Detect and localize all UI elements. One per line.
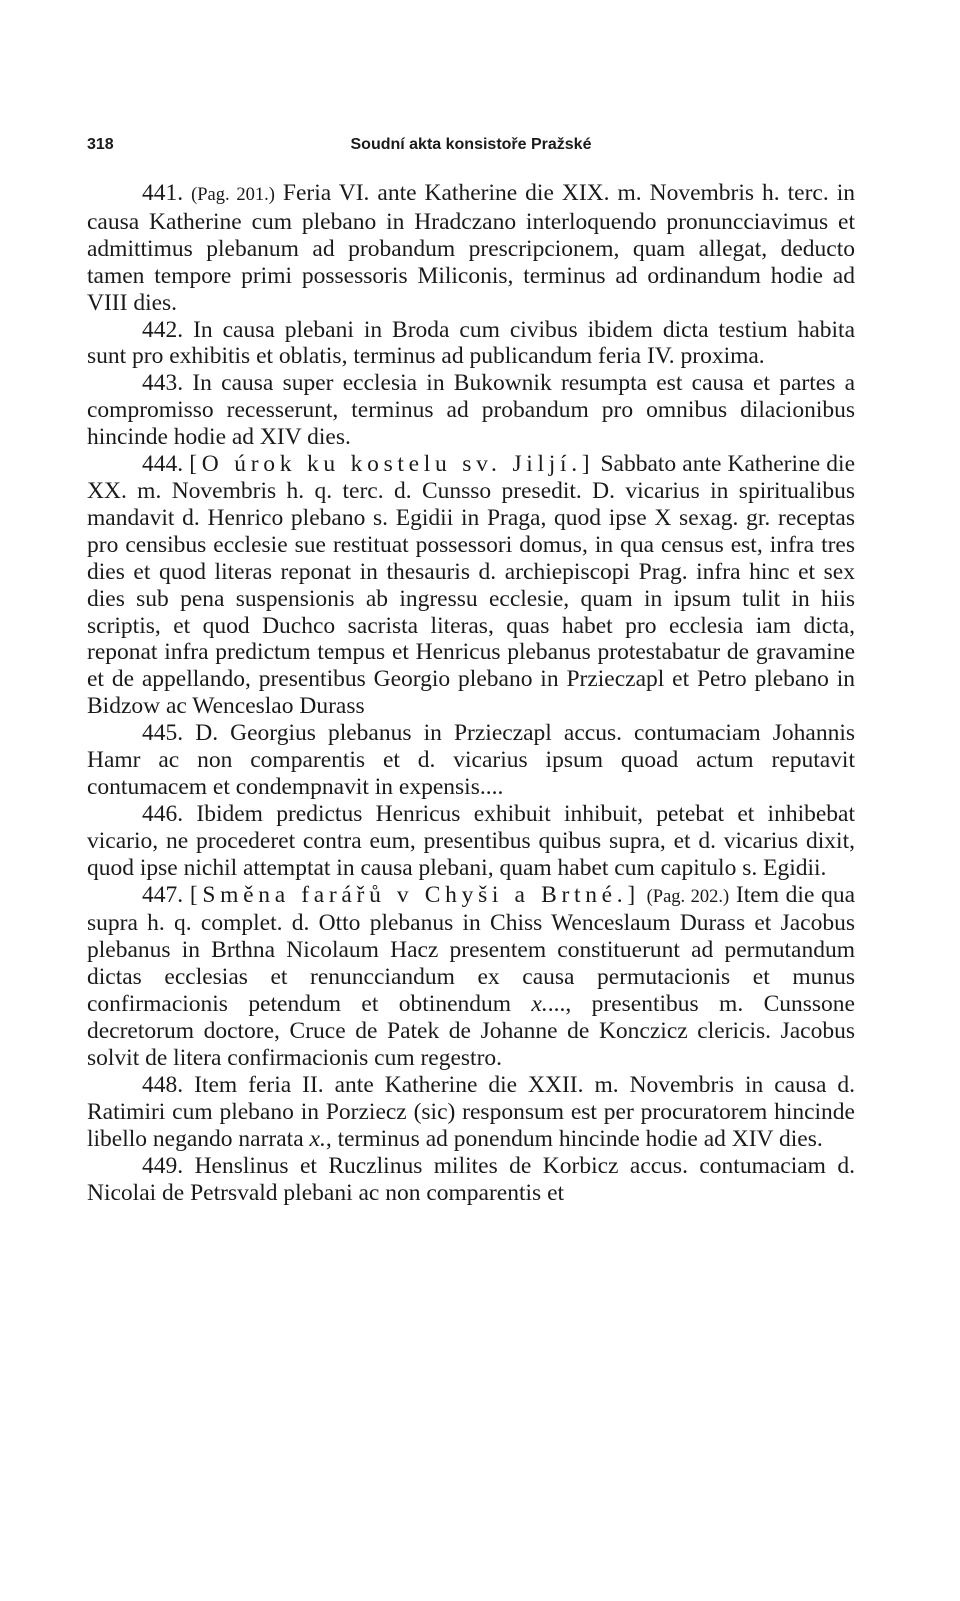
entry-448 [87,1072,855,1153]
entry-441 [87,180,855,317]
entry-number: 443. [142,370,184,397]
entry-text-continued: , terminus ad ponendum hincinde hodie ad XIV dies. [325,1125,823,1152]
abbreviation-mark: x. [309,1125,326,1152]
entry-text: In causa super ecclesia in Bukownik resumpta est causa et partes a compromisso recesserunt, terminus ad probandum pro omnibus dilacionibus hincinde hodie ad XIV dies. [87,370,856,451]
entry-text: Item feria II. ante Katherine die XXII. m. Novembris in causa d. Ratimiri cum plebano in Porziecz (sic) responsum est per procuratorem hincinde libello negando narrata [87,1071,855,1152]
entry-number: 448. [142,1071,184,1098]
page-reference: (Pag. 202.) [646,886,730,907]
entry-number: 442. [142,316,184,343]
entry-text: D. Georgius plebanus in Przieczapl accus. contumaciam Johannis Hamr ac non comparentis et d. vicarius ipsum quoad actum reputavit contumacem et condempnavit in expensis.... [87,720,855,800]
entry-number: 447. [142,881,184,908]
entry-444 [87,451,855,720]
entry-446 [87,801,855,882]
entry-number: 445. [142,720,184,747]
entry-heading: [Směna farářů v Chyši a Brtné.] [189,881,640,908]
entry-heading: [O úrok ku kostelu sv. Jiljí.] [189,451,595,478]
entry-443 [87,370,855,451]
page-reference: (Pag. 201.) [191,185,275,205]
entry-445 [87,720,855,801]
entry-number: 444. [142,451,184,478]
running-title: Soudní akta konsistoře Pražské [350,136,592,153]
entry-number: 446. [142,800,184,827]
entry-442 [87,317,855,371]
page-header [87,133,855,157]
entry-number: 441. [142,180,184,206]
entry-449 [87,1153,855,1207]
abbreviation-mark: x. [531,991,548,1018]
entry-447 [87,882,855,1072]
page-number: 318 [87,136,114,153]
entry-text: In causa plebani in Broda cum civibus ibidem dicta testium habita sunt pro exhibitis et oblatis, terminus ad publicandum feria IV. proxima. [87,316,856,370]
entry-text: Henslinus et Ruczlinus milites de Korbicz accus. contumaciam d. Nicolai de Petrsvald plebani ac non comparentis et [87,1152,856,1206]
entry-text: Feria VI. ante Katherine die XIX. m. Novembris h. terc. in causa Katherine cum plebano in Hradczano interloquendo pronuncciavimus et admittimus plebanum ad probandum prescripcionem, quam allegat, deducto tamen tempore primi possessoris Miliconis, terminus ad ordinandum hodie ad VIII dies. [87,180,855,316]
entry-text: Item die qua supra h. q. complet. d. Otto plebanus in Chiss Wenceslaum Durass et Jacobus plebanus in Brthna Nicolaum Hacz presentem constituerunt ad permutandum dictas ecclesias et renuncciandum ex causa permutacionis et munus confirmacionis petendum et obtinendum [87,881,856,1018]
entry-text-continued: ..., presentibus m. Cunssone decretorum doctore, Cruce de Patek de Johanne de Konczicz clericis. Jacobus solvit de litera confirmacionis cum regestro. [87,991,855,1071]
entry-number: 449. [142,1152,184,1179]
entry-text: Ibidem predictus Henricus exhibuit inhibuit, petebat et inhibebat vicario, ne procederet contra eum, presentibus quibus supra, et d. vicarius dixit, quod ipse nichil attemptat in causa plebani, quam habet cum capitulo s. Egidii. [87,800,855,881]
entry-text: Sabbato ante Katherine die XX. m. Novembris h. q. terc. d. Cunsso presedit. D. vicarius in spiritualibus mandavit d. Henrico plebano s. Egidii in Praga, quod ipse X sexag. gr. receptas pro censibus ecclesie sue restituat possessori domus, in qua census est, infra tres dies et quod literas reponat in thesauris d. archiepiscopi Prag. infra hinc et sex dies sub pena suspensionis ab ingressu ecclesie, quam in ipsum tulit in hiis scriptis, et quod Duchco sacrista literas, quas habet pro ecclesia iam dicta, reponat infra predictum tempus et Henricus plebanus protestabatur de gravamine et de appellando, presentibus Georgio plebano in Przieczapl et Petro plebano in Bidzow ac Wenceslao Durass [87,451,855,720]
document-body [87,180,855,1206]
